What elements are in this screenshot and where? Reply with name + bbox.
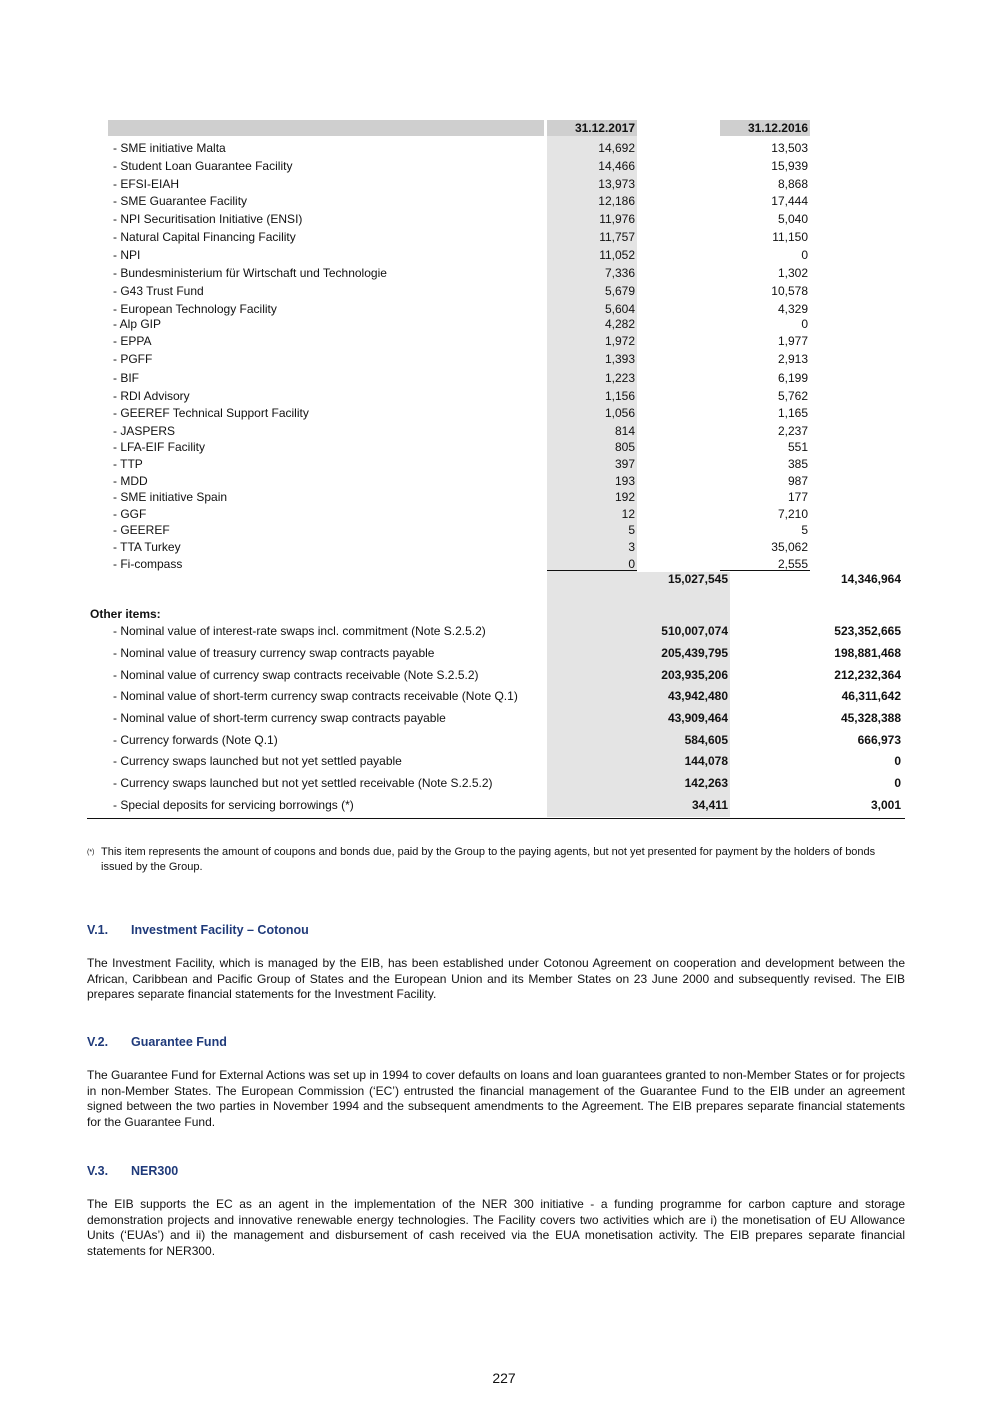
table-row-label: - SME initiative Malta (113, 141, 226, 155)
table-row-value-2017: 5 (628, 523, 635, 537)
other-row-label: - Currency swaps launched but not yet settled receivable (Note S.2.5.2) (113, 776, 493, 790)
table-row-label: - G43 Trust Fund (113, 284, 204, 298)
footnote-marker: (*) (87, 849, 95, 856)
table-row-label: - NPI Securitisation Initiative (ENSI) (113, 212, 303, 226)
table-row-value-2017: 397 (614, 457, 635, 471)
other-row-value-2016: 523,352,665 (834, 624, 901, 638)
table-row-value-2017: 1,972 (604, 334, 635, 348)
section-number: V.3. (87, 1164, 109, 1178)
other-row-value-2016: 198,881,468 (834, 646, 901, 660)
table-row-label: - RDI Advisory (113, 389, 190, 403)
table-row-value-2016: 551 (787, 440, 808, 454)
table-row-label: - GEEREF (113, 523, 170, 537)
table-row-label: - Bundesministerium für Wirtschaft und Technologie (113, 266, 387, 280)
table-row-label: - Alp GIP (113, 317, 162, 331)
table-row-value-2017: 5,679 (604, 284, 635, 298)
other-row-value-2016: 46,311,642 (841, 689, 901, 703)
section-number: V.2. (87, 1035, 109, 1049)
table-bottom-rule (87, 818, 905, 819)
other-row-label: - Nominal value of currency swap contracts receivable (Note S.2.5.2) (113, 668, 479, 682)
other-row-value-2017: 34,411 (691, 798, 728, 812)
table-row-value-2016: 5,762 (777, 389, 808, 403)
table-row-value-2017: 814 (614, 424, 635, 438)
table-row-value-2017: 14,466 (598, 159, 635, 173)
table-row-value-2017: 11,976 (599, 212, 635, 226)
table-row-value-2016: 6,199 (777, 371, 808, 385)
other-row-label: - Currency swaps launched but not yet settled payable (113, 754, 402, 768)
table-row-label: - GEEREF Technical Support Facility (113, 406, 309, 420)
table-row-label: - GGF (113, 507, 147, 521)
table-row-value-2016: 0 (801, 248, 808, 262)
table-row-value-2017: 7,336 (604, 266, 635, 280)
table-row-value-2016: 10,578 (771, 284, 808, 298)
table-row-label: - MDD (113, 474, 148, 488)
other-row-value-2016: 212,232,364 (834, 668, 901, 682)
other-row-value-2017: 205,439,795 (661, 646, 728, 660)
table-row-label: - TTP (113, 457, 143, 471)
table-row-label: - TTA Turkey (113, 540, 181, 554)
section-paragraph-v2: The Guarantee Fund for External Actions was set up in 1994 to cover defaults on loans and loan guarantees granted to non-Member States or for projects in non-Member States. The European Commission (‘EC’) entrusted the financial management of the Guarantee Fund to the EIB under an agreement signed between the two parties in November 1994 and the subsequent amendments to the Agreement. The EIB prepares separate financial statements for the Guarantee Fund. (87, 1068, 905, 1129)
section-heading-v1 (87, 923, 309, 937)
section-title: NER300 (131, 1164, 179, 1178)
table-row-label: - NPI (113, 248, 141, 262)
other-row-label: - Nominal value of interest-rate swaps incl. commitment (Note S.2.5.2) (113, 624, 486, 638)
section-number: V.1. (87, 923, 109, 937)
subtotal-2017: 15,027,545 (667, 572, 728, 586)
table-row-label: - European Technology Facility (113, 302, 277, 316)
table-row-value-2017: 193 (614, 474, 635, 488)
other-row-value-2017: 43,909,464 (667, 711, 728, 725)
table-row-value-2016: 7,210 (777, 507, 808, 521)
other-row-value-2016: 0 (894, 754, 901, 768)
table-row-label: - SME Guarantee Facility (113, 194, 248, 208)
other-row-value-2017: 510,007,074 (661, 624, 728, 638)
table-row-value-2016: 13,503 (771, 141, 808, 155)
subtotal-2016: 14,346,964 (840, 572, 901, 586)
footnote (87, 845, 905, 875)
table-row-value-2016: 177 (787, 490, 808, 504)
table-row-label: - EFSI-EIAH (113, 177, 180, 191)
table-row-value-2017: 11,052 (599, 248, 635, 262)
table-row-label: - EPPA (113, 334, 152, 348)
table-row-value-2016: 35,062 (771, 540, 808, 554)
other-row-value-2017: 144,078 (684, 754, 728, 768)
other-row-value-2017: 142,263 (684, 776, 728, 790)
col-header-2016: 31.12.2016 (747, 121, 808, 135)
page-number: 227 (492, 1370, 516, 1386)
table-row-value-2016: 5,040 (777, 212, 808, 226)
table-row-value-2016: 17,444 (771, 194, 808, 208)
table-row-value-2016: 11,150 (772, 230, 808, 244)
table-row-value-2016: 2,913 (777, 352, 808, 366)
col-header-2017: 31.12.2017 (574, 121, 635, 135)
table-row-value-2016: 2,237 (777, 424, 808, 438)
table-row-value-2017: 1,056 (604, 406, 635, 420)
other-row-label: - Currency forwards (Note Q.1) (113, 733, 278, 747)
table-row-value-2016: 987 (787, 474, 808, 488)
table-row-value-2016: 1,977 (777, 334, 808, 348)
table-row-label: - PGFF (113, 352, 153, 366)
table-row-label: - Fi-compass (113, 557, 183, 571)
table-row-label: - Natural Capital Financing Facility (113, 230, 296, 244)
table-row-value-2017: 3 (628, 540, 635, 554)
table-row-label: - LFA-EIF Facility (113, 440, 206, 454)
section-paragraph-v1: The Investment Facility, which is managed by the EIB, has been established under Cotonou Agreement on cooperation and development between the African, Caribbean and Pacific Group of States and the European Union and its Member States on 23 June 2000 and subsequently revised. The EIB prepares separate financial statements for the Investment Facility. (87, 956, 905, 1002)
other-row-value-2016: 666,973 (857, 733, 901, 747)
table-row-value-2016: 4,329 (777, 302, 808, 316)
table-row-label: - BIF (113, 371, 139, 385)
header-shade-label (108, 120, 544, 136)
other-row-value-2016: 0 (894, 776, 901, 790)
other-row-value-2017: 203,935,206 (661, 668, 728, 682)
other-row-value-2017: 584,605 (684, 733, 728, 747)
other-row-label: - Nominal value of short-term currency swap contracts receivable (Note Q.1) (113, 689, 518, 703)
table-row-value-2016: 1,165 (777, 406, 808, 420)
table-row-value-2017: 192 (614, 490, 635, 504)
table-row-value-2017: 0 (628, 557, 635, 571)
section-title: Investment Facility – Cotonou (131, 923, 309, 937)
other-row-value-2017: 43,942,480 (667, 689, 728, 703)
table-row-value-2017: 12,186 (598, 194, 635, 208)
table-row-value-2016: 0 (801, 317, 808, 331)
table-row-value-2016: 15,939 (771, 159, 808, 173)
other-row-label: - Special deposits for servicing borrowings (*) (113, 798, 354, 812)
other-row-label: - Nominal value of treasury currency swap contracts payable (113, 646, 435, 660)
table-row-value-2016: 1,302 (777, 266, 808, 280)
footnote-text: This item represents the amount of coupons and bonds due, paid by the Group to the paying agents, but not yet presented for payment by the holders of bonds issued by the Group. (101, 846, 876, 873)
table-row-value-2016: 385 (787, 457, 808, 471)
other-items-heading: Other items: (90, 607, 161, 621)
table-row-value-2017: 805 (614, 440, 635, 454)
table-row-label: - JASPERS (113, 424, 176, 438)
table-row-value-2016: 8,868 (777, 177, 808, 191)
table-row-label: - Student Loan Guarantee Facility (113, 159, 293, 173)
other-row-value-2016: 45,328,388 (840, 711, 901, 725)
table-row-value-2017: 4,282 (604, 317, 635, 331)
table-row-value-2017: 14,692 (598, 141, 635, 155)
table-row-value-2017: 1,156 (604, 389, 635, 403)
table-row-value-2017: 11,757 (599, 230, 635, 244)
table-row-value-2017: 1,393 (604, 352, 635, 366)
other-row-label: - Nominal value of short-term currency swap contracts payable (113, 711, 446, 725)
table-row-label: - SME initiative Spain (113, 490, 228, 504)
table-row-value-2016: 5 (801, 523, 808, 537)
table-row-value-2017: 5,604 (604, 302, 635, 316)
table-row-value-2017: 1,223 (604, 371, 635, 385)
table-row-value-2016: 2,555 (777, 557, 808, 571)
other-row-value-2016: 3,001 (870, 798, 901, 812)
section-paragraph-v3: The EIB supports the EC as an agent in the implementation of the NER 300 initiative - a funding programme for carbon capture and storage demonstration projects and innovative renewable energy technologies. The Facility covers two activities which are i) the monetisation of EU Allowance Units (‘EUAs’) and ii) the management and disbursement of cash received via the EUA monetisation activity. The EIB prepares separate financial statements for NER300. (87, 1197, 905, 1258)
table-row-value-2017: 12 (621, 507, 635, 521)
section-heading-v3 (87, 1164, 178, 1178)
section-heading-v2 (87, 1035, 227, 1049)
section-title: Guarantee Fund (131, 1035, 227, 1049)
table-row-value-2017: 13,973 (598, 177, 635, 191)
